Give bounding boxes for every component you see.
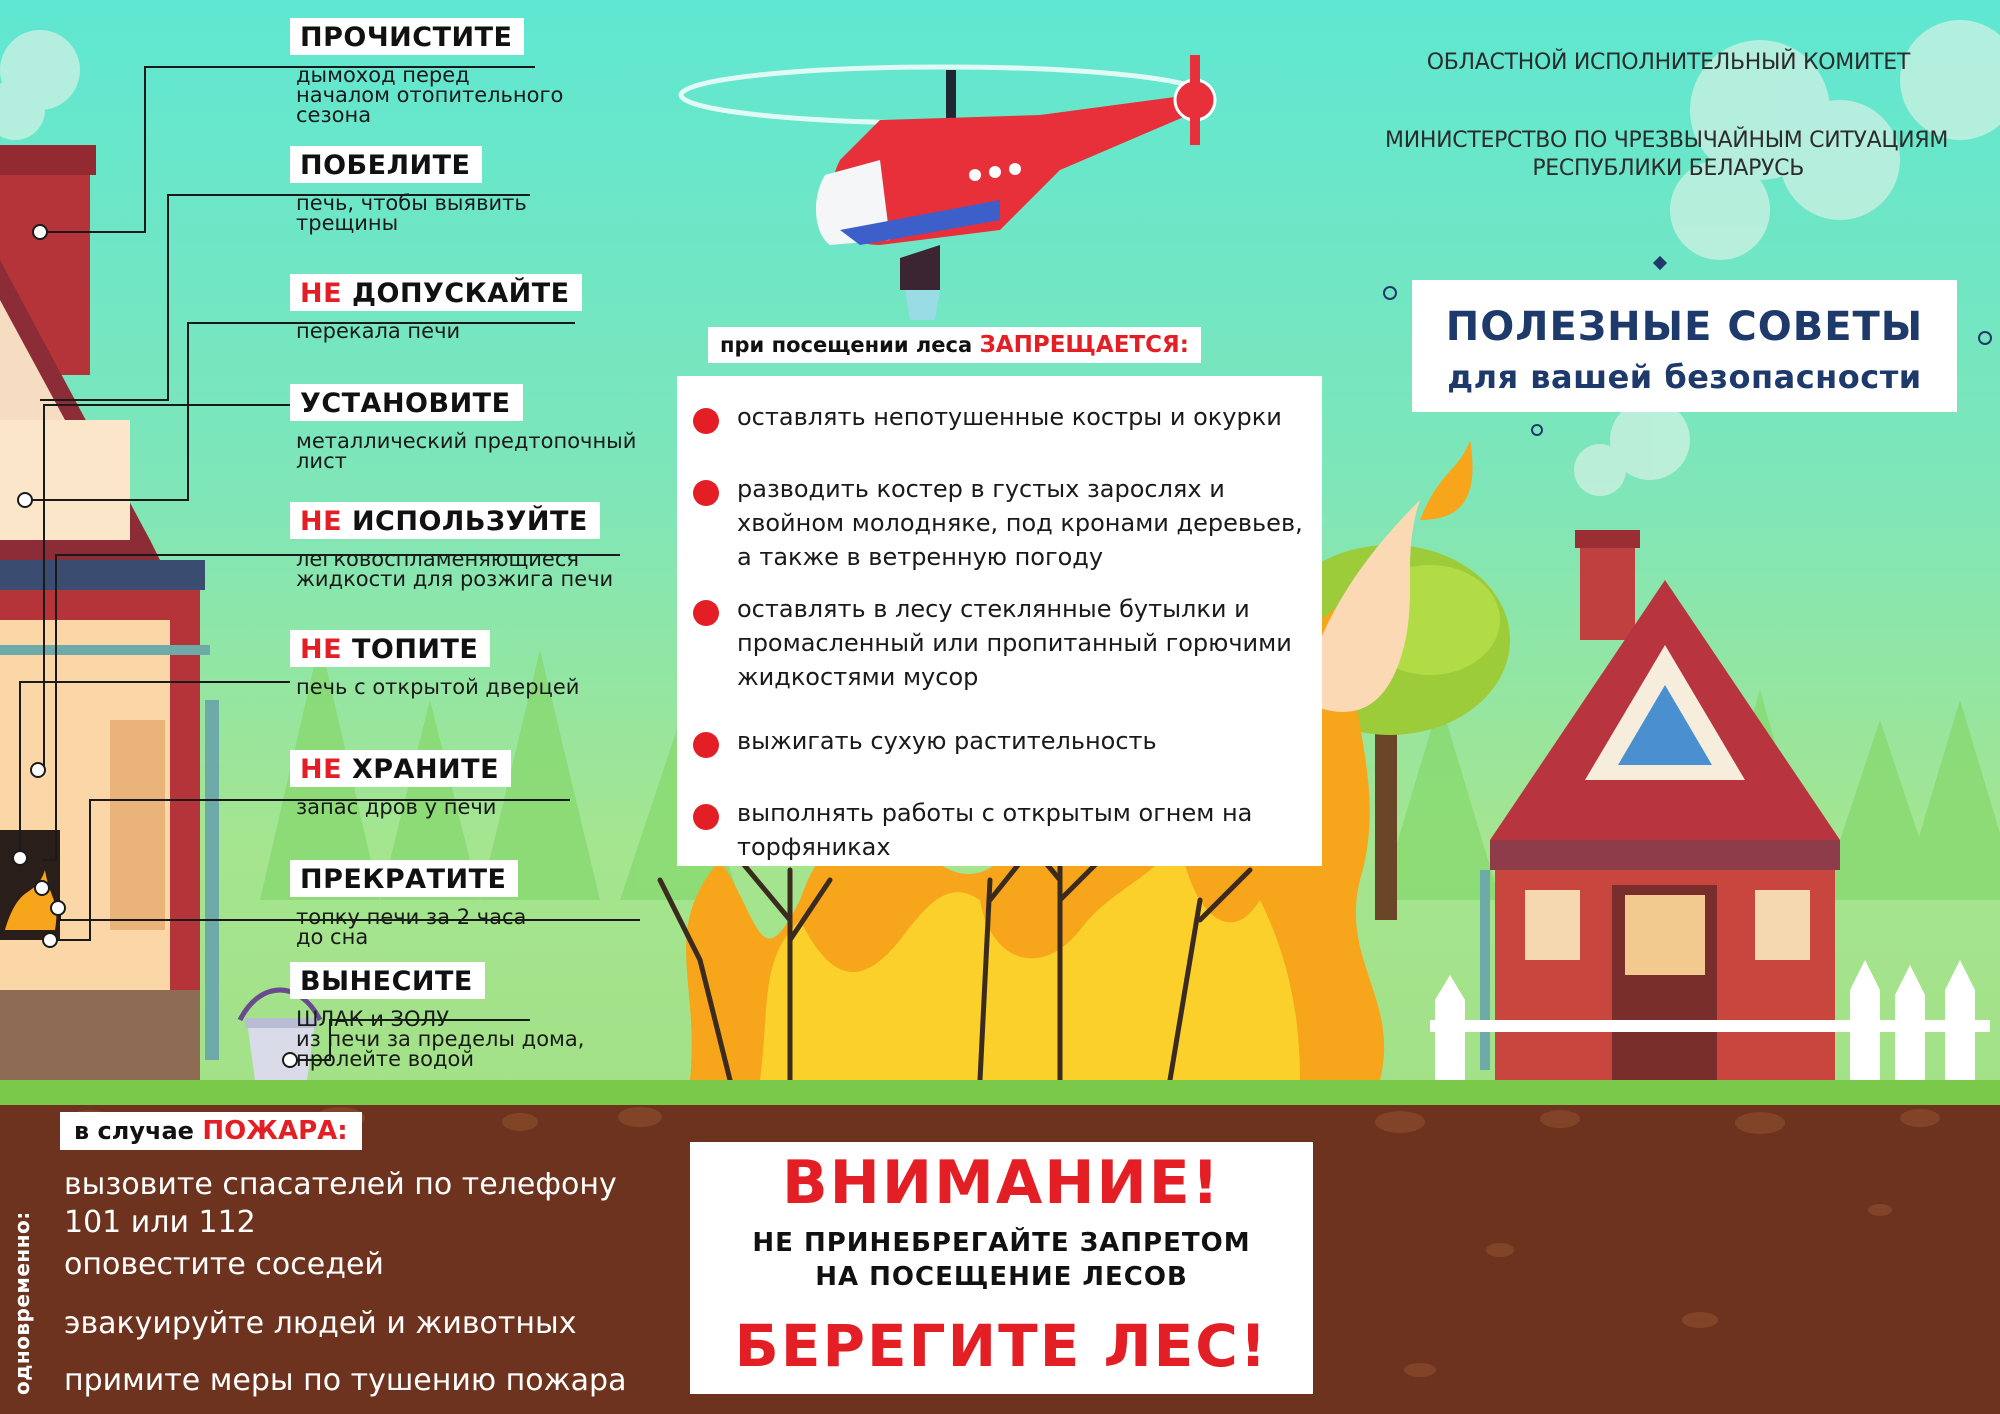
tip-heading xyxy=(290,860,518,897)
tip-item xyxy=(290,962,650,1069)
committee-header: ОБЛАСТНОЙ ИСПОЛНИТЕЛЬНЫЙ КОМИТЕТ xyxy=(1426,50,1910,75)
forest-heading-text: при посещении леса xyxy=(720,333,973,357)
forest-rule-item xyxy=(737,400,1307,434)
tip-item xyxy=(290,146,650,233)
fire-step-item: вызовите спасателей по телефону 101 или 112 xyxy=(64,1167,617,1240)
tip-verb: ТОПИТЕ xyxy=(351,634,479,665)
bullet-icon xyxy=(693,408,719,434)
right-house xyxy=(1480,530,1840,1085)
bullet-icon xyxy=(693,732,719,758)
bullet-icon xyxy=(693,600,719,626)
forest-rule-item xyxy=(737,724,1307,758)
tip-heading xyxy=(290,146,482,183)
forest-heading xyxy=(708,327,1201,363)
tip-item xyxy=(290,630,650,697)
tip-verb: ПРОЧИСТИТЕ xyxy=(300,22,513,53)
attention-footer: БЕРЕГИТЕ ЛЕС! xyxy=(734,1312,1269,1380)
tip-item xyxy=(290,384,650,471)
forest-rule-text: выполнять работы с открытым огнем на торфяниках xyxy=(737,799,1253,861)
forest-heading-emphasis: ЗАПРЕЩАЕТСЯ: xyxy=(979,332,1189,358)
tip-item xyxy=(290,860,650,947)
attention-title: ВНИМАНИЕ! xyxy=(781,1148,1222,1218)
tip-heading xyxy=(290,630,490,667)
bullet-icon xyxy=(693,480,719,506)
fire-step-item: примите меры по тушению пожара xyxy=(64,1363,627,1398)
simultaneously-label: одновременно: xyxy=(10,1211,34,1395)
forest-rule-item xyxy=(737,796,1307,864)
tip-verb: УСТАНОВИТЕ xyxy=(300,388,511,419)
tip-verb: ХРАНИТЕ xyxy=(351,754,500,785)
fire-step-item: эвакуируйте людей и животных xyxy=(64,1306,577,1341)
page-subtitle: для вашей безопасности xyxy=(1447,358,1922,396)
tip-description: металлический предтопочный лист xyxy=(296,429,637,473)
left-house xyxy=(0,145,219,1080)
tip-item xyxy=(290,18,650,125)
forest-rule-text: оставлять непотушенные костры и окурки xyxy=(737,403,1282,431)
tip-description: запас дров у печи xyxy=(296,795,497,819)
ministry-header-line2: РЕСПУБЛИКИ БЕЛАРУСЬ xyxy=(1532,156,1804,181)
title-banner xyxy=(1412,280,1957,412)
page-title: ПОЛЕЗНЫЕ СОВЕТЫ xyxy=(1445,304,1924,350)
forest-rule-item xyxy=(737,592,1307,694)
tip-description: печь с открытой дверцей xyxy=(296,675,580,699)
tip-negation: НЕ xyxy=(300,506,343,537)
tip-description: перекала печи xyxy=(296,319,461,343)
tip-item xyxy=(290,502,650,589)
fire-heading-text: в случае xyxy=(74,1117,194,1145)
tip-heading xyxy=(290,18,524,55)
attention-box xyxy=(690,1142,1313,1394)
tip-negation: НЕ xyxy=(300,754,343,785)
tip-negation: НЕ xyxy=(300,634,343,665)
tip-heading xyxy=(290,384,523,421)
forest-rule-text: оставлять в лесу стеклянные бутылки и промасленный или пропитанный горючими жидкостями мусор xyxy=(737,595,1292,691)
fire-heading xyxy=(60,1112,362,1150)
forest-rules-box xyxy=(677,376,1322,866)
fire-heading-emphasis: ПОЖАРА: xyxy=(202,1116,348,1146)
tip-description: печь, чтобы выявить трещины xyxy=(296,191,527,235)
tip-heading xyxy=(290,502,600,539)
tip-verb: ПОБЕЛИТЕ xyxy=(300,150,471,181)
forest-rule-item xyxy=(737,472,1307,574)
ministry-header-line1: МИНИСТЕРСТВО ПО ЧРЕЗВЫЧАЙНЫМ СИТУАЦИЯМ xyxy=(1385,128,1948,153)
tip-description: дымоход перед началом отопительного сезона xyxy=(296,63,564,127)
tip-description: топку печи за 2 часа до сна xyxy=(296,905,527,949)
attention-subtitle: НЕ ПРИНЕБРЕГАЙТЕ ЗАПРЕТОМ НА ПОСЕЩЕНИЕ ЛЕСОВ xyxy=(752,1228,1251,1292)
tip-heading xyxy=(290,750,511,787)
fire-step-item: оповестите соседей xyxy=(64,1247,384,1282)
tip-item xyxy=(290,750,650,817)
tip-description: легковоспламеняющиеся жидкости для розжига печи xyxy=(296,547,614,591)
tip-heading xyxy=(290,962,485,999)
tip-verb: ПРЕКРАТИТЕ xyxy=(300,864,507,895)
bullet-icon xyxy=(693,804,719,830)
helicopter xyxy=(681,55,1215,320)
tip-heading xyxy=(290,274,582,311)
tip-item xyxy=(290,274,650,341)
tip-negation: НЕ xyxy=(300,278,343,309)
forest-rule-text: выжигать сухую растительность xyxy=(737,727,1157,755)
forest-rule-text: разводить костер в густых зарослях и хвойном молодняке, под кронами деревьев, а также в ветренную погоду xyxy=(737,475,1303,571)
tip-verb: ВЫНЕСИТЕ xyxy=(300,966,473,997)
tip-verb: ДОПУСКАЙТЕ xyxy=(351,278,570,309)
tip-verb: ИСПОЛЬЗУЙТЕ xyxy=(351,506,588,537)
tip-description: ШЛАК и ЗОЛУ из печи за пределы дома, пролейте водой xyxy=(296,1007,585,1071)
